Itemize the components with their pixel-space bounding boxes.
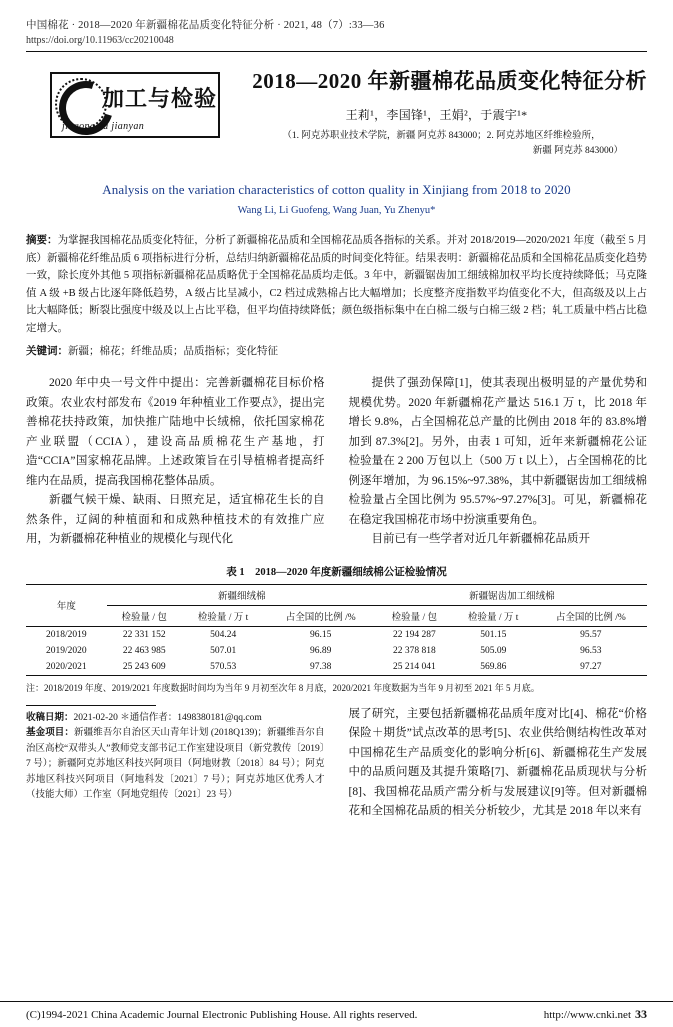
column-left <box>26 374 325 550</box>
body-columns <box>26 374 647 550</box>
fund-value: 新疆维吾尔自治区天山青年计划 (2018Q139)；新疆维吾尔自治区高校“双带头人”教师党支部书记工作室建设项目（新党教传〔2019〕7 号）；新疆阿克苏地区科技兴阿项目（阿地财教〔2018〕84 号）；阿克苏地区科技兴阿项目（阿地科发〔2021〕7 号）；阿克苏地区优秀人才（技能大师）工作室（阿地党组传〔2021〕23 号） <box>26 728 325 800</box>
title-en: Analysis on the variation characteristics of cotton quality in Xinjiang from 2018 to 2020 <box>102 182 571 197</box>
page-title: 2018—2020 年新疆棉花品质变化特征分析 <box>252 69 647 93</box>
paragraph: 提供了强劲保障[1]，使其表现出极明显的产量优势和规模优势。2020 年新疆棉花产量达 516.1 万 t，比 2018 年增长 9.8%，占全国棉花总产量的比例由 2018 年的 83.8%增加到 87.3%[2]。另外，由表 1 可知，近年来新疆棉花公证检验量在 2 200 万包以上（500 万 t 以上），占全国棉花的比例逐年增加，为 96.15%~97.38%，其中新疆锯齿加工细绒棉检验量占全国比例为 95.57%~97.27%[3]。可见，新疆棉花在稳定我国棉花市场中扮演重要角色。 <box>348 377 648 526</box>
authors-en: Wang Li, Li Guofeng, Wang Juan, Yu Zhenyu* <box>237 205 436 216</box>
copyright-text: (C)1994-2021 China Academic Journal Electronic Publishing House. All rights reserved. <box>26 1008 418 1021</box>
col-header-year: 年度 <box>26 584 107 626</box>
cell: 95.57 <box>580 629 602 640</box>
footnotes <box>26 705 325 822</box>
cell: 507.01 <box>210 645 237 656</box>
cell: 96.15 <box>309 629 332 640</box>
table-1 <box>26 564 647 695</box>
cell: 22 331 152 <box>122 629 166 640</box>
paragraph: 新疆气候干燥、缺雨、日照充足，适宜棉花生长的自然条件，辽阔的种植面和和成熟种植技术的有效推广应用，为新疆棉花种植业的规模化与现代化 <box>26 494 325 545</box>
cell: 96.53 <box>580 645 602 656</box>
abstract-text: 为掌握我国棉花品质变化特征，分析了新疆棉花品质和全国棉花品质各指标的关系。并对 2018/2019—2020/2021 年度（截至 5 月底）新疆棉花纤维品质 6 项指标进行分析，总结归纳新疆棉花品质的时间变化特征。结果表明：新疆棉花品质和全国棉花品质变化趋势一致，除长度外其他 5 项指标新疆棉花品质略优于全国棉花品质均走低。3 年中，新疆锯齿加工细绒棉加权平均长度持续降低；马克隆值 A 级 +B 级占比逐年降低趋势，A 级占比呈减小，C2 档过成熟棉占比大幅增加；长度整齐度指数平均值变化不大，但高级及以上占比大幅降低；断裂比强度中级及以上占比平稳，但平均值持续降低；颜色级指标集中在白棉二级与白棉三级 2 档；轧工质量中档占比稳定增大。 <box>26 235 647 334</box>
affiliation-line-1: （1. 阿克苏职业技术学院，新疆 阿克苏 843000；2. 阿克苏地区纤维检验所， <box>282 131 601 141</box>
table-row <box>26 659 647 676</box>
cell: 22 378 818 <box>393 645 436 656</box>
cell: 22 463 985 <box>122 645 166 656</box>
col-header: 检验量 / 包 <box>377 605 452 626</box>
group-header-0: 新疆细绒棉 <box>107 584 377 605</box>
page-number: 33 <box>635 1007 647 1021</box>
citation-line: 中国棉花 · 2018—2020 年新疆棉花品质变化特征分析 · 2021, 48（7）:33—36 <box>26 20 385 31</box>
col-header: 检验量 / 万 t <box>182 605 265 626</box>
table-row <box>26 643 647 659</box>
abstract-label: 摘要： <box>26 235 58 246</box>
table-note: 注：2018/2019 年度、2019/2021 年度数据时间均为当年 9 月初至次年 8 月底，2020/2021 年度数据为当年 9 月初至 2021 年 5 月底。 <box>26 682 540 693</box>
running-head <box>26 18 647 52</box>
paragraph: 展了研究，主要包括新疆棉花品质年度对比[4]、棉花“价格保险＋期货”试点改革的思考[5]、农业供给侧结构性改革对中国棉花生产品质变化的影响分析[6]、新疆棉花生产发展中的品质问题及其提升策略[7]、新疆棉花品质现状与分析[8]、我国棉花品质产需分析与发展建议[9]等。但对新疆棉花和全国棉花品质的相关分析较少，尤其是 2018 年以来有 <box>348 707 647 817</box>
col-header: 占全国的比例 /% <box>264 605 376 626</box>
cnki-url: http://www.cnki.net <box>543 1008 631 1021</box>
table-row <box>26 626 647 643</box>
cell: 96.89 <box>309 645 332 656</box>
authors-cn: 王莉¹，李国锋¹，王娟²，于震宇¹* <box>345 108 528 122</box>
cell: 22 194 287 <box>393 629 436 640</box>
cell: 25 214 041 <box>377 659 452 676</box>
logo-chinese-text: 加工与检验 <box>102 86 218 111</box>
keywords <box>26 343 647 360</box>
column-right <box>349 374 648 550</box>
col-header: 检验量 / 万 t <box>452 605 535 626</box>
cell: 569.86 <box>452 659 535 676</box>
corresponding-label: ＊通信作者： <box>120 712 178 723</box>
column-right-continued <box>349 705 648 822</box>
fund-label: 基金项目： <box>26 728 75 738</box>
received-value: 2021-02-20 <box>73 712 118 723</box>
footer-columns <box>26 705 647 822</box>
table-caption: 表 1 2018—2020 年度新疆细绒棉公证检验情况 <box>226 566 447 578</box>
cnki-footer <box>0 1001 673 1027</box>
paragraph: 2020 年中央一号文件中提出：完善新疆棉花目标价格政策。农业农村部发布《2019 年种植业工作要点》，提出完善棉花扶持政策，加快推广陆地中长绒棉，依托国家棉花产业联盟（CCIA），建设高品质棉花生产基地，打造“CCIA”国家棉花品牌。上述政策旨在引导植棉者提高纤维内在品质，提高我国棉花整体品质。 <box>26 377 325 487</box>
cell: 25 243 609 <box>107 659 182 676</box>
cell-year: 2019/2020 <box>46 645 87 656</box>
paragraph: 目前已有一些学者对近几年新疆棉花品质开 <box>371 533 590 545</box>
cell: 505.09 <box>480 645 507 656</box>
received-label: 收稿日期： <box>26 712 74 723</box>
keywords-text: 新疆；棉花；纤维品质；品质指标；变化特征 <box>68 346 278 357</box>
footnote-rule <box>26 705 156 706</box>
keywords-label: 关键词： <box>26 346 68 357</box>
cell: 504.24 <box>210 629 237 640</box>
cell-year: 2020/2021 <box>26 659 107 676</box>
doi-line: https://doi.org/10.11963/cc20210048 <box>26 35 174 46</box>
corresponding-value: 1498380181@qq.com <box>177 712 262 723</box>
journal-section-logo <box>50 72 220 138</box>
header-rule <box>26 51 647 52</box>
col-header: 检验量 / 包 <box>107 605 182 626</box>
abstract <box>26 232 647 337</box>
received-line <box>26 711 325 727</box>
cell: 501.15 <box>480 629 507 640</box>
cell: 570.53 <box>182 659 265 676</box>
affiliation-line-2: 新疆 阿克苏 843000） <box>532 146 623 156</box>
title-block <box>26 66 647 162</box>
logo-pinyin-text: jiagong yu jianyan <box>62 121 145 132</box>
cell-year: 2018/2019 <box>46 629 87 640</box>
cell: 97.38 <box>264 659 376 676</box>
col-header: 占全国的比例 /% <box>535 605 647 626</box>
cell: 97.27 <box>535 659 647 676</box>
group-header-1: 新疆锯齿加工细绒棉 <box>377 584 647 605</box>
inspection-table <box>26 584 647 676</box>
fund-line <box>26 726 325 804</box>
